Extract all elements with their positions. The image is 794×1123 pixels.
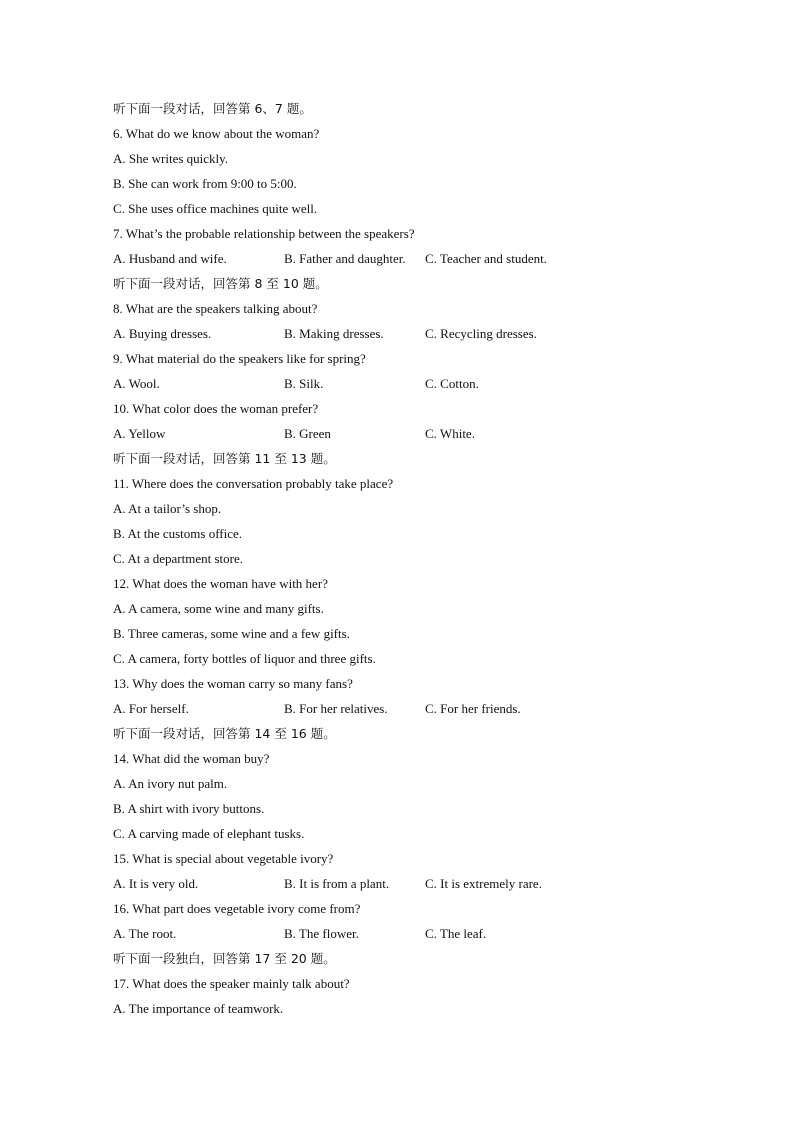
options-row (113, 375, 713, 400)
question-text: 14. What did the woman buy? (113, 751, 270, 766)
option-c: C. Teacher and student. (425, 251, 547, 266)
option-a: A. Husband and wife. (113, 251, 227, 266)
option-b: B. It is from a plant. (284, 876, 390, 891)
question-text: 9. What material do the speakers like for spring? (113, 351, 366, 366)
question-text: 12. What does the woman have with her? (113, 576, 328, 591)
option-a: A. Wool. (113, 376, 160, 391)
section-instruction: 听下面一段独白，回答第 17 至 20 题。 (113, 951, 336, 966)
option-a: A. For herself. (113, 701, 189, 716)
exam-page (113, 100, 713, 1025)
option-text: C. At a department store. (113, 551, 243, 566)
option-b: B. Silk. (284, 376, 324, 391)
section-instruction: 听下面一段对话，回答第 8 至 10 题。 (113, 276, 328, 291)
question-text: 7. What’s the probable relationship between the speakers? (113, 226, 415, 241)
options-row (113, 425, 713, 450)
option-text: C. She uses office machines quite well. (113, 201, 318, 216)
option-text: B. A shirt with ivory buttons. (113, 801, 265, 816)
option-a: A. Buying dresses. (113, 326, 212, 341)
option-c: C. For her friends. (425, 701, 521, 716)
option-text: B. At the customs office. (113, 526, 243, 541)
option-b: B. Father and daughter. (284, 251, 406, 266)
option-b: B. Green (284, 426, 331, 441)
option-b: B. For her relatives. (284, 701, 388, 716)
option-text: A. At a tailor’s shop. (113, 501, 222, 516)
section-instruction: 听下面一段对话，回答第 6、7 题。 (113, 101, 312, 116)
question-text: 10. What color does the woman prefer? (113, 401, 319, 416)
option-c: C. White. (425, 426, 475, 441)
option-c: C. Cotton. (425, 376, 479, 391)
option-b: B. The flower. (284, 926, 359, 941)
option-text: A. A camera, some wine and many gifts. (113, 601, 324, 616)
option-a: A. It is very old. (113, 876, 199, 891)
section-instruction: 听下面一段对话，回答第 14 至 16 题。 (113, 726, 336, 741)
options-row (113, 325, 713, 350)
option-text: B. Three cameras, some wine and a few gifts. (113, 626, 350, 641)
question-text: 16. What part does vegetable ivory come from? (113, 901, 361, 916)
option-b: B. Making dresses. (284, 326, 384, 341)
question-text: 6. What do we know about the woman? (113, 126, 320, 141)
option-text: A. She writes quickly. (113, 151, 229, 166)
option-c: C. The leaf. (425, 926, 487, 941)
option-text: C. A camera, forty bottles of liquor and three gifts. (113, 651, 376, 666)
question-text: 11. Where does the conversation probably take place? (113, 476, 394, 491)
option-text: A. An ivory nut palm. (113, 776, 228, 791)
section-instruction: 听下面一段对话，回答第 11 至 13 题。 (113, 451, 336, 466)
options-row (113, 925, 713, 950)
option-text: B. She can work from 9:00 to 5:00. (113, 176, 297, 191)
option-text: A. The importance of teamwork. (113, 1001, 284, 1016)
option-a: A. Yellow (113, 426, 166, 441)
options-row (113, 875, 713, 900)
options-row (113, 700, 713, 725)
options-row (113, 250, 713, 275)
option-c: C. It is extremely rare. (425, 876, 542, 891)
option-a: A. The root. (113, 926, 177, 941)
question-text: 13. Why does the woman carry so many fans? (113, 676, 353, 691)
option-text: C. A carving made of elephant tusks. (113, 826, 305, 841)
question-text: 15. What is special about vegetable ivory? (113, 851, 334, 866)
option-c: C. Recycling dresses. (425, 326, 537, 341)
question-text: 8. What are the speakers talking about? (113, 301, 318, 316)
question-text: 17. What does the speaker mainly talk about? (113, 976, 350, 991)
